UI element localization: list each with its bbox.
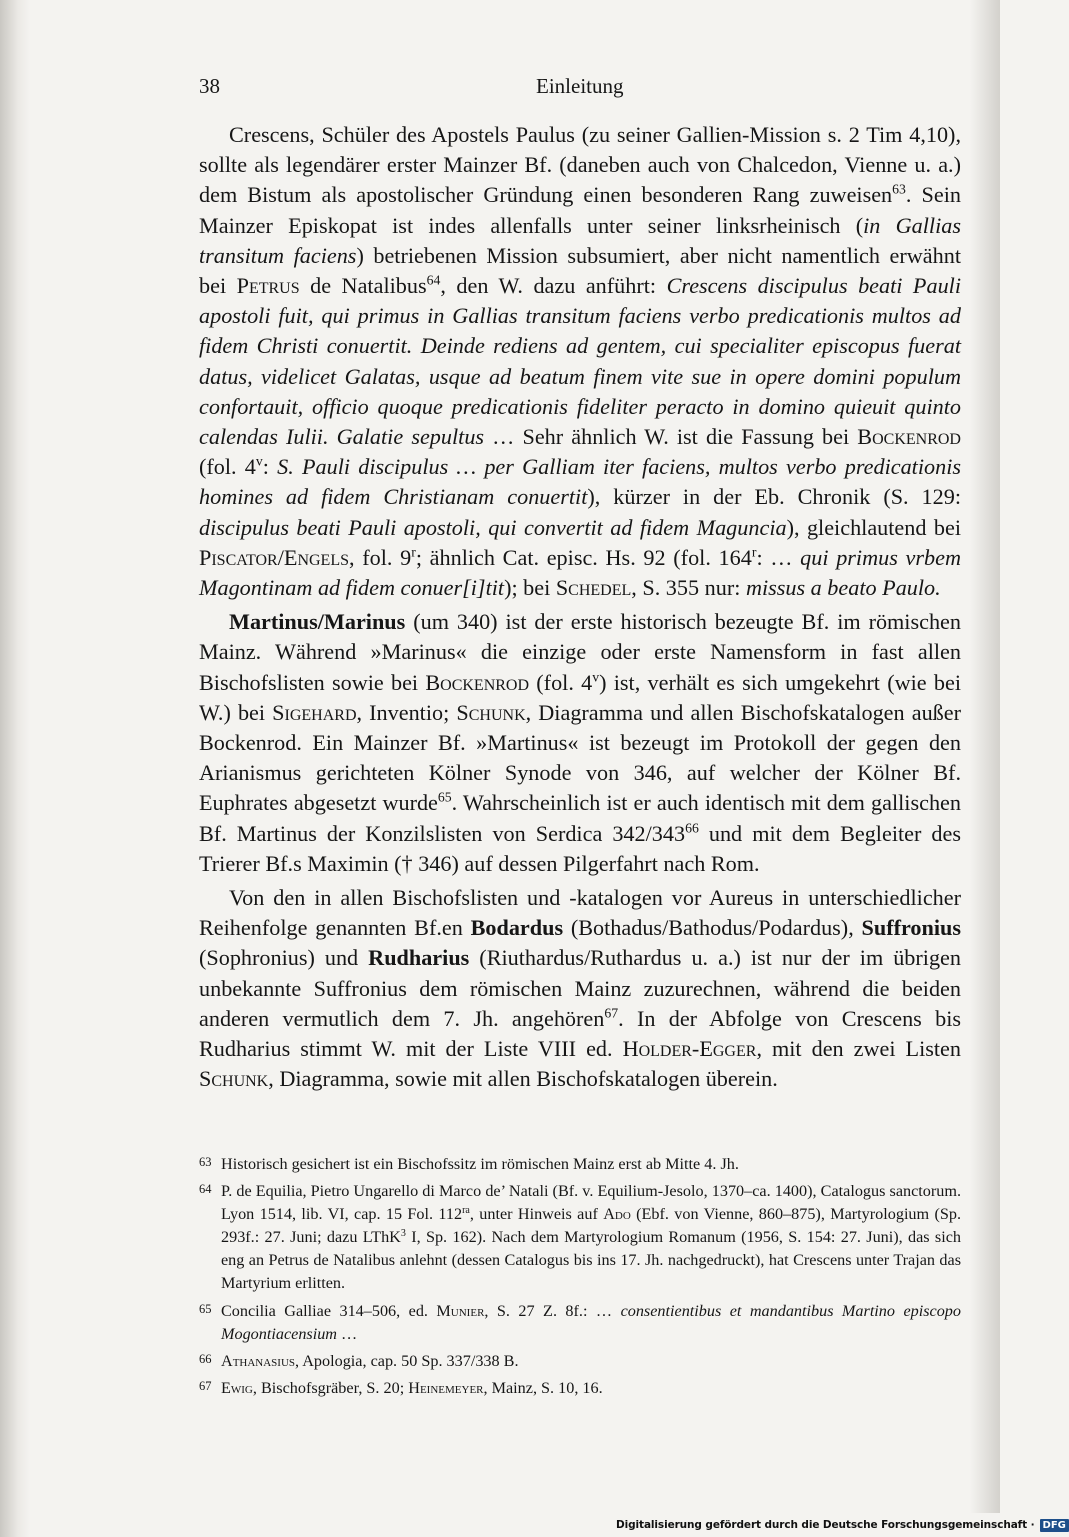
- folio-sup: ra: [462, 1204, 470, 1216]
- text-span: ) ist, verhält es sich umgekehrt (wie bei W.) bei: [199, 669, 961, 725]
- text-span: , Diagramma und allen Bischofskatalogen außer Bockenrod. Ein Mainzer Bf. »Martinus« ist bezeugt im Protokoll der gegen den Arianismus gerichteten Kölner Synode von 346, auf welcher der Kölner Bf. Euphrates abgesetzt wurde: [199, 699, 962, 816]
- running-head: [199, 74, 964, 104]
- author-name: Bockenrod: [425, 669, 530, 695]
- author-name: Piscator/Engels: [199, 544, 350, 570]
- text-span: de Natalibus: [299, 273, 427, 299]
- text-span: , mit den zwei Listen: [756, 1036, 961, 1062]
- text-span: (fol. 4: [199, 454, 256, 480]
- author-name: Schedel: [555, 575, 632, 601]
- edition-sup: 3: [400, 1228, 406, 1240]
- latin-quote: discipulus beati Pauli apostoli, qui convertit ad fidem Maguncia: [199, 514, 787, 540]
- footnote-ref-66: 66: [685, 820, 699, 836]
- footnote-ref-63: 63: [892, 181, 906, 197]
- footnote-ref-67: 67: [604, 1005, 619, 1021]
- footnote-number: 63: [199, 1155, 212, 1169]
- bishop-name: Bodardus: [470, 915, 564, 941]
- text-span: . Sein Mainzer Episkopat ist indes allenfalls unter seiner linksrheinisch (: [199, 182, 961, 238]
- author-name: Ado: [603, 1205, 631, 1224]
- footnote-text: , Bischofsgräber, S. 20;: [252, 1378, 409, 1397]
- footnote-text: (Ebf. von Vienne, 860–875), Martyrologium (Sp. 293f.: 27. Juni; dazu LThK: [221, 1205, 961, 1247]
- paragraph-crescens: [199, 120, 961, 603]
- latin-quote: S. Pauli discipulus … per Galliam iter faciens, multos verbo predicationis homines ad fidem Christianam conuertit: [199, 454, 961, 510]
- author-name: Holder-Egger: [622, 1036, 757, 1062]
- text-span: , fol. 9: [349, 544, 412, 570]
- main-text: [199, 120, 961, 1095]
- footnote-text: …: [337, 1324, 358, 1343]
- folio-sup: v: [255, 453, 263, 469]
- text-span: ), kürzer in der Eb. Chronik (S. 129:: [587, 484, 962, 510]
- footnote-number: 65: [199, 1301, 212, 1316]
- footnote-text: Historisch gesichert ist ein Bischofssitz im römischen Mainz erst ab Mitte 4. Jh.: [221, 1155, 739, 1173]
- paragraph-bodardus: [199, 883, 961, 1094]
- latin-quote: Crescens discipulus beati Pauli apostoli fuit, qui primus in Gallias transitum faciens verbo predicationis multos ad fidem Christi conuertit. Deinde rediens ad gentem, cui specialiter episcopus fuerat datus, videlicet Galatas, usque ad beatum finem vite sue in opere domini populum confortauit, officio quoque predicationis fideliter peracto in domino quieuit quinto calendas Iulii. Galatie sepultus: [199, 273, 961, 450]
- folio-sup: r: [411, 544, 416, 560]
- footnote-text: P. de Equilia, Pietro Ungarello di Marco de’ Natali (Bf. v. Equilium-Jesolo, 1370–ca. 1400), Catalogus sanctorum. Lyon 1514, lib. VI, cap. 15 Fol. 112: [221, 1182, 961, 1224]
- page-number: 38: [199, 74, 220, 98]
- text-span: ) betriebenen Mission subsumiert, aber nicht namentlich erwähnt bei: [199, 242, 961, 299]
- footnote-text: I, Sp. 162). Nach dem Martyrologium Romanum (1956, S. 154: 27. Juni), das sich eng an Petrus de Natalibus anlehnt (dessen Catalogus bis ins 17. Jh. nachgedruckt), hat Crescens unter Trajan das Martyrium erlitten.: [221, 1228, 962, 1293]
- author-name: Heinemeyer: [408, 1378, 484, 1397]
- footnote-text: Concilia Galliae 314–506, ed.: [221, 1301, 437, 1320]
- text-span: … Sehr ähnlich W. ist die Fassung bei: [484, 424, 858, 450]
- footnote-text: , Mainz, S. 10, 16.: [483, 1378, 603, 1397]
- author-name: Schunk: [456, 699, 526, 725]
- digitization-footer: [616, 1513, 1066, 1537]
- bishop-name: Martinus/Marinus: [229, 609, 406, 635]
- text-span: (fol. 4: [529, 669, 593, 695]
- text-span: :: [262, 454, 278, 480]
- author-name: Athanasius: [221, 1351, 296, 1370]
- folio-sup: v: [592, 669, 600, 685]
- bishop-name: Rudharius: [368, 945, 470, 971]
- footnote-text: , S. 27 Z. 8f.: …: [484, 1301, 621, 1320]
- footnote-ref-65: 65: [437, 789, 452, 805]
- text-span: . In der Abfolge von Crescens bis Rudharius stimmt W. mit der Liste VIII ed.: [199, 1005, 961, 1062]
- text-span: ), gleichlautend bei: [786, 514, 961, 540]
- latin-quote: missus a beato Paulo.: [745, 575, 941, 601]
- author-name: Schunk: [199, 1066, 269, 1092]
- footnote-number: 66: [199, 1351, 212, 1366]
- author-name: Ewig: [221, 1378, 253, 1397]
- text-span: und mit dem Begleiter des Trierer Bf.s Maximin († 346) auf dessen Pilgerfahrt nach Rom.: [199, 820, 962, 876]
- text-span: (Bothadus/Bathodus/Podardus),: [563, 915, 862, 941]
- footnote-63: [199, 1153, 961, 1176]
- dfg-logo-icon: DFG: [1040, 1519, 1069, 1532]
- page-shadow-left: [0, 0, 30, 1537]
- text-span: (Sophronius) und: [199, 945, 369, 971]
- text-span: ; ähnlich Cat. episc. Hs. 92 (fol. 164: [415, 544, 752, 570]
- author-name: Bockenrod: [857, 424, 961, 450]
- author-name: Sigehard: [272, 699, 357, 725]
- text-span: (Riuthardus/Ruthardus u. a.) ist nur der im übrigen unbekannte Suffronius dem römischen Mainz zuzurechnen, während die beiden anderen vermutlich dem 7. Jh. angehören: [199, 945, 961, 1031]
- latin-quote: consentientibus et mandantibus Martino episcopo Mogontiacensium: [221, 1301, 961, 1343]
- text-span: Von den in allen Bischofslisten und -katalogen vor Aureus in unterschiedlicher Reihenfolge genannten Bf.en: [199, 885, 961, 941]
- latin-quote: qui primus vrbem Magontinam ad fidem conuer[i]tit: [199, 544, 961, 601]
- text-span: , Inventio;: [356, 699, 457, 725]
- bishop-name: Suffronius: [861, 915, 961, 941]
- footnote-text: , unter Hinweis auf: [469, 1205, 604, 1224]
- author-name: Petrus: [236, 273, 300, 299]
- text-span: , den W. dazu anführt:: [440, 273, 667, 299]
- footnote-64: [199, 1180, 961, 1295]
- text-span: Crescens, Schüler des Apostels Paulus (zu seiner Gallien-Mission s. 2 Tim 4,10), sollte als legendärer erster Mainzer Bf. (daneben auch von Chalcedon, Vienne u. a.) dem Bistum als apostolischer Gründung einen besonderen Rang zuweisen: [199, 122, 961, 208]
- text-span: ); bei: [504, 575, 556, 601]
- folio-sup: r: [751, 544, 757, 560]
- text-span: , Diagramma, sowie mit allen Bischofskatalogen überein.: [268, 1066, 778, 1092]
- footer-credit: Digitalisierung gefördert durch die Deutsche Forschungsgemeinschaft ·: [616, 1519, 1035, 1531]
- page-shadow-right: [970, 0, 1000, 1537]
- latin-quote: in Gallias transitum faciens: [199, 212, 961, 268]
- footnote-number: 64: [199, 1182, 212, 1197]
- text-span: : …: [756, 544, 801, 570]
- footnote-65: [199, 1300, 961, 1346]
- footnote-number: 67: [199, 1378, 212, 1393]
- footnote-66: [199, 1350, 961, 1373]
- footnote-text: , Apologia, cap. 50 Sp. 337/338 B.: [295, 1351, 519, 1370]
- text-span: , S. 355 nur:: [631, 575, 746, 601]
- paragraph-martinus: [199, 607, 961, 879]
- footnote-67: [199, 1377, 961, 1400]
- chapter-title: Einleitung: [536, 74, 624, 98]
- footnote-ref-64: 64: [426, 272, 441, 288]
- author-name: Munier: [436, 1301, 485, 1320]
- text-span: (um 340) ist der erste historisch bezeugte Bf. im römischen Mainz. Während »Marinus« die einzige oder erste Namensform in fast allen Bischofslisten sowie bei: [199, 609, 961, 695]
- footnotes: [199, 1153, 961, 1404]
- text-span: . Wahrscheinlich ist er auch identisch mit dem gallischen Bf. Martinus der Konzilslisten von Serdica 342/343: [199, 790, 961, 846]
